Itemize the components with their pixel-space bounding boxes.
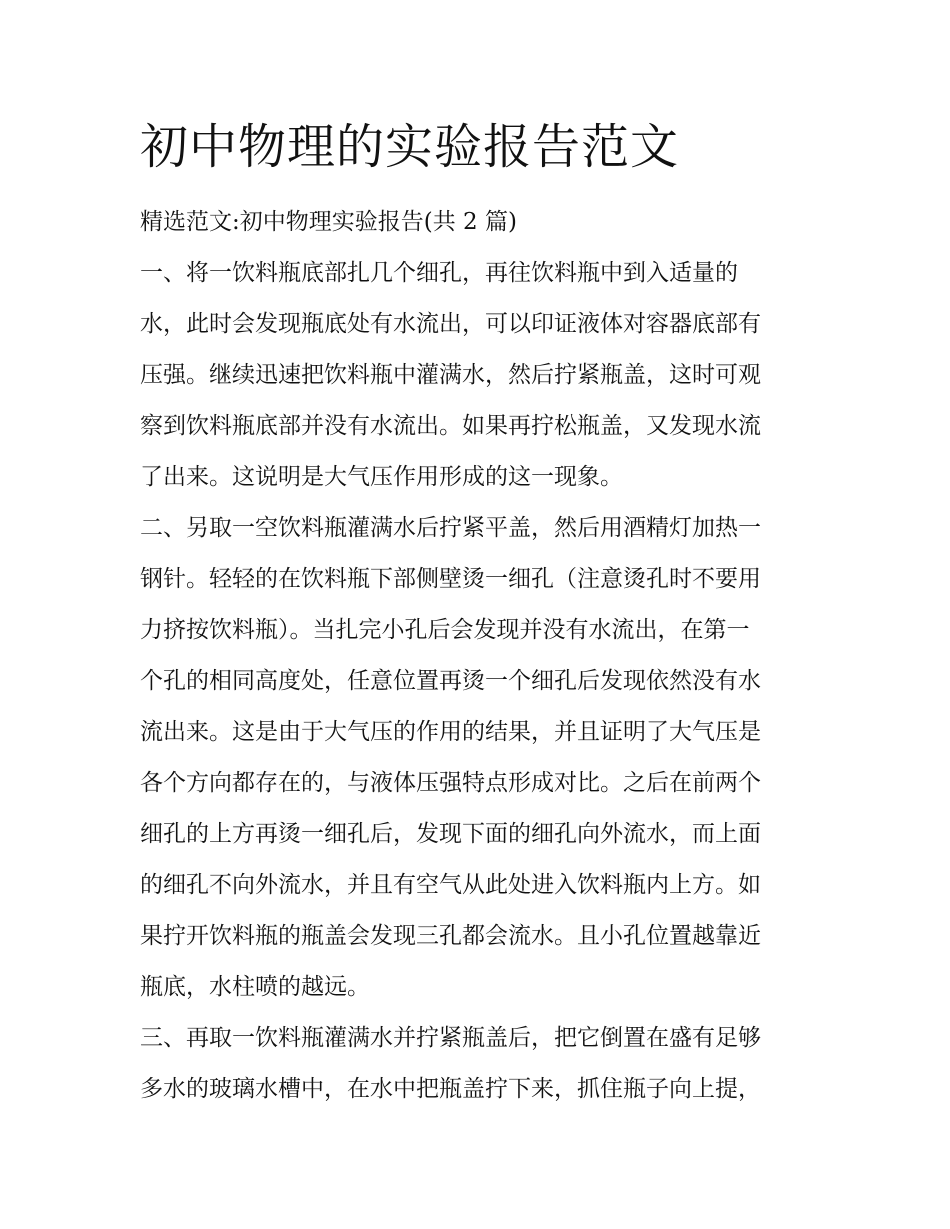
text-line: 压强。继续迅速把饮料瓶中灌满水，然后拧紧瓶盖，这时可观 — [140, 362, 761, 388]
text-line: 细孔的上方再烫一细孔后，发现下面的细孔向外流水，而上面 — [140, 821, 761, 847]
text-line: 察到饮料瓶底部并没有水流出。如果再拧松瓶盖，又发现水流 — [140, 413, 761, 439]
text-line: 的细孔不向外流水，并且有空气从此处进入饮料瓶内上方。如 — [140, 872, 761, 898]
text-line: 钢针。轻轻的在饮料瓶下部侧壁烫一细孔（注意烫孔时不要用 — [140, 566, 761, 592]
text-line: 果拧开饮料瓶的瓶盖会发现三孔都会流水。且小孔位置越靠近 — [140, 923, 761, 949]
text-line: 一、将一饮料瓶底部扎几个细孔，再往饮料瓶中到入适量的 — [140, 260, 738, 286]
text-line: 流出来。这是由于大气压的作用的结果，并且证明了大气压是 — [140, 719, 761, 745]
document-subtitle: 精选范文:初中物理实验报告(共 2 篇) — [140, 209, 517, 235]
text-line: 了出来。这说明是大气压作用形成的这一现象。 — [140, 464, 623, 490]
text-line: 各个方向都存在的，与液体压强特点形成对比。之后在前两个 — [140, 770, 761, 796]
text-line: 力挤按饮料瓶）。当扎完小孔后会发现并没有水流出，在第一 — [140, 617, 750, 643]
text-line: 二、另取一空饮料瓶灌满水后拧紧平盖，然后用酒精灯加热一 — [140, 515, 761, 541]
text-line: 瓶底，水柱喷的越远。 — [140, 974, 370, 1000]
text-line: 个孔的相同高度处，任意位置再烫一个细孔后发现依然没有水 — [140, 668, 761, 694]
text-line: 多水的玻璃水槽中，在水中把瓶盖拧下来，抓住瓶子向上提， — [140, 1076, 761, 1102]
document-title: 初中物理的实验报告范文 — [140, 119, 680, 175]
text-line: 水，此时会发现瓶底处有水流出，可以印证液体对容器底部有 — [140, 311, 761, 337]
text-line: 三、再取一饮料瓶灌满水并拧紧瓶盖后，把它倒置在盛有足够 — [140, 1025, 761, 1051]
